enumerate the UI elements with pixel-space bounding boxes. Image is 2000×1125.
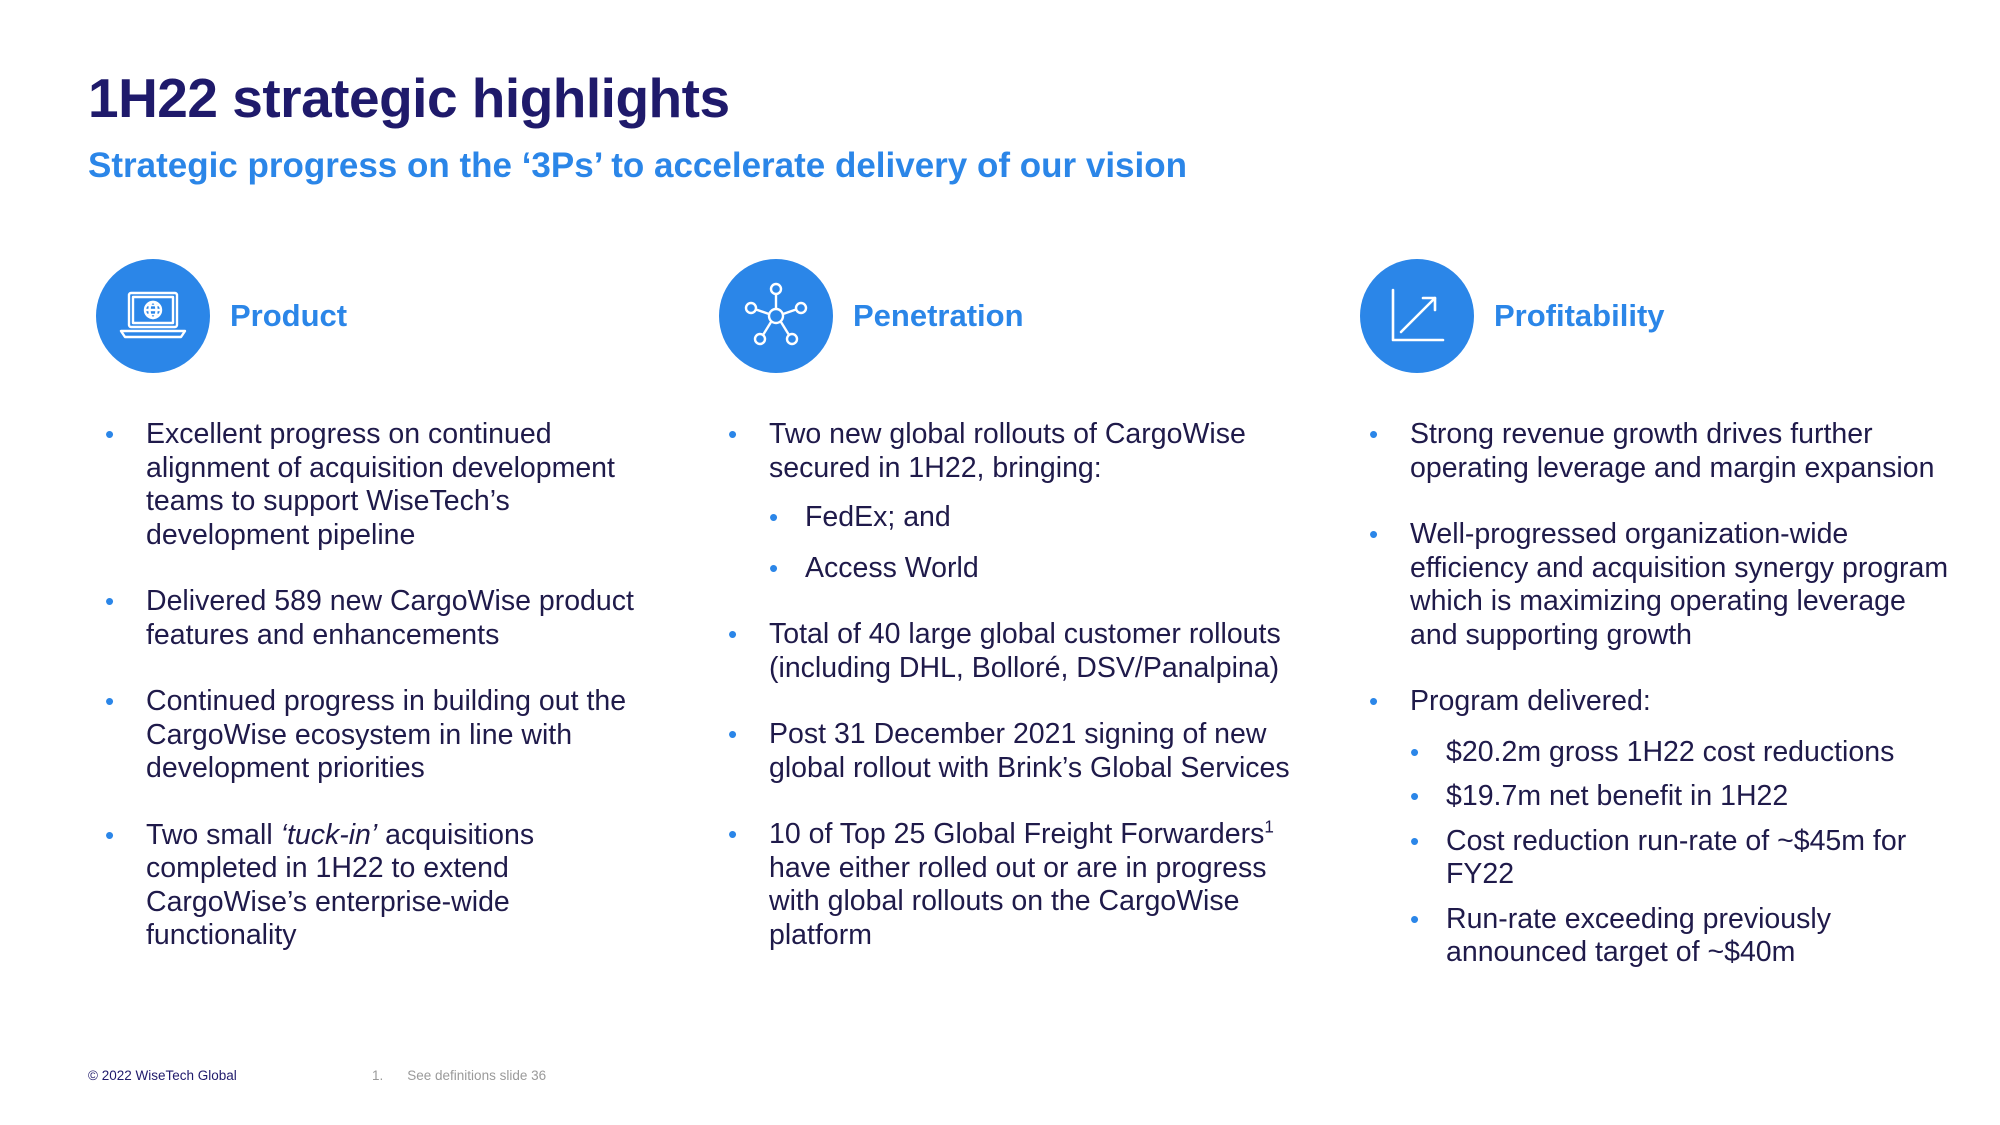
item-text: acquisitions completed in 1H22 to extend CargoWise’s enterprise-wide functionality — [146, 818, 535, 951]
product-header — [96, 258, 656, 374]
item-text: have either rolled out or are in progress with global rollouts on the CargoWise platform — [769, 851, 1267, 951]
trend-up-chart-icon — [1360, 259, 1474, 373]
item-text: Program delivered: — [1410, 685, 1651, 717]
profitability-list — [1360, 418, 1960, 970]
item-emphasis: ‘tuck-in’ — [280, 818, 378, 851]
list-item: • Delivered 589 new CargoWise product features and enhancements — [96, 585, 656, 652]
footnote — [372, 1068, 546, 1083]
list-item: • Total of 40 large global customer rollouts (including DHL, Bolloré, DSV/Panalpina) — [719, 618, 1319, 685]
profitability-title: Profitability — [1494, 298, 1665, 333]
penetration-list — [719, 418, 1319, 952]
sub-list-item: • $20.2m gross 1H22 cost reductions — [1410, 736, 1960, 770]
page-title: 1H22 strategic highlights — [88, 67, 730, 129]
sub-list-item: • FedEx; and — [769, 501, 1319, 535]
list-item: • Excellent progress on continued alignment of acquisition development teams to support WiseTech’s development pipeline — [96, 418, 656, 552]
laptop-globe-icon — [96, 259, 210, 373]
page-subtitle: Strategic progress on the ‘3Ps’ to accelerate delivery of our vision — [88, 146, 1187, 185]
sub-list — [1410, 736, 1960, 970]
profitability-header — [1360, 258, 1960, 374]
penetration-title: Penetration — [853, 298, 1024, 333]
footnote-text: See definitions slide 36 — [407, 1068, 547, 1083]
item-text: Two new global rollouts of CargoWise secured in 1H22, bringing: — [769, 418, 1246, 484]
profitability-column — [1360, 258, 1960, 968]
list-item: • Strong revenue growth drives further operating leverage and margin expansion — [1360, 418, 1960, 485]
sub-list — [769, 501, 1319, 585]
list-item — [719, 418, 1319, 585]
penetration-header — [719, 258, 1319, 374]
list-item: • Continued progress in building out the CargoWise ecosystem in line with development priorities — [96, 685, 656, 786]
sub-list-item: • $19.7m net benefit in 1H22 — [1410, 780, 1960, 814]
list-item — [1360, 685, 1960, 970]
item-text: Two small — [146, 818, 281, 851]
sub-list-item: • Access World — [769, 552, 1319, 586]
sub-list-item: • Run-rate exceeding previously announced target of ~$40m — [1410, 903, 1960, 970]
copyright-notice: © 2022 WiseTech Global — [88, 1068, 237, 1083]
product-list — [96, 418, 656, 953]
footnote-number: 1. — [372, 1068, 384, 1083]
list-item: • Post 31 December 2021 signing of new global rollout with Brink’s Global Services — [719, 718, 1319, 785]
product-column — [96, 258, 656, 951]
footnote-marker: 1 — [1264, 817, 1274, 837]
penetration-column — [719, 258, 1319, 951]
item-text: 10 of Top 25 Global Freight Forwarders — [769, 818, 1265, 850]
list-item: • Well-progressed organization-wide efficiency and acquisition synergy program which is maximizing operating leverage and supporting growth — [1360, 518, 1960, 652]
product-title: Product — [230, 298, 348, 333]
list-item — [719, 818, 1319, 952]
sub-list-item: • Cost reduction run-rate of ~$45m for FY22 — [1410, 825, 1960, 892]
list-item — [96, 819, 656, 953]
network-nodes-icon — [719, 259, 833, 373]
